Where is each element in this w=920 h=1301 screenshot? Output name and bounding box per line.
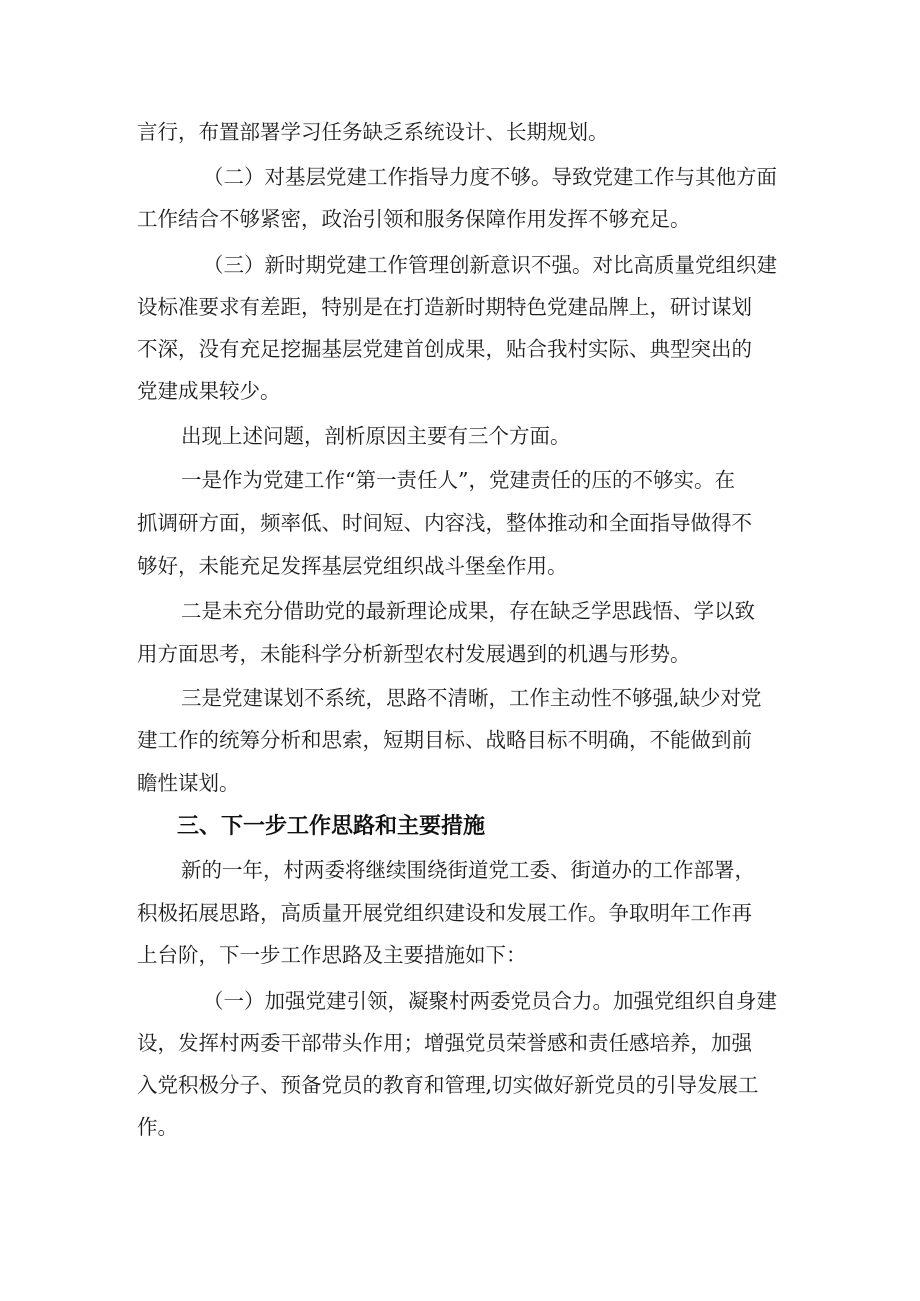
text-line-10: 抓调研方面，频率低、时间短、内容浅，整体推动和全面指导做得不	[137, 511, 752, 535]
section-heading: 三、下一步工作思路和主要措施	[177, 814, 486, 839]
text-line-2: （二）对基层党建工作指导力度不够。导致党建工作与其他方面	[203, 165, 777, 189]
text-line-7: 党建成果较少。	[137, 379, 281, 403]
text-line-15: 建工作的统筹分析和思索，短期目标、战略目标不明确，不能做到前	[137, 728, 752, 752]
text-line-3: 工作结合不够紧密，政治引领和服务保障作用发挥不够充足。	[137, 207, 691, 231]
text-line-19: 上台阶，下一步工作思路及主要措施如下：	[137, 943, 527, 967]
text-line-13: 用方面思考，未能科学分析新型农村发展遇到的机遇与形势。	[137, 642, 691, 666]
text-line-17: 新的一年，村两委将继续围绕街道党工委、街道办的工作部署，	[181, 858, 755, 882]
text-line-12: 二是未充分借助党的最新理论成果，存在缺乏学思践悟、学以致	[181, 599, 755, 623]
text-line-18: 积极拓展思路，高质量开展党组织建设和发展工作。争取明年工作再	[137, 901, 752, 925]
text-line-14: 三是党建谋划不系统，思路不清晰，工作主动性不够强,缺少对党	[181, 686, 762, 710]
text-line-1: 言行，布置部署学习任务缺乏系统设计、长期规划。	[137, 120, 609, 144]
text-line-9: 一是作为党建工作“第一责任人”，党建责任的压的不够实。在	[181, 468, 735, 492]
text-line-22: 入党积极分子、预备党员的教育和管理,切实做好新党员的引导发展工	[137, 1073, 759, 1097]
text-line-4: （三）新时期党建工作管理创新意识不强。对比高质量党组织建	[203, 253, 777, 277]
text-line-20: （一）加强党建引领，凝聚村两委党员合力。加强党组织自身建	[203, 989, 777, 1013]
text-line-21: 设，发挥村两委干部带头作用；增强党员荣誉感和责任感培养，加强	[137, 1031, 752, 1055]
text-line-5: 设标准要求有差距，特别是在打造新时期特色党建品牌上，研讨谋划	[137, 295, 752, 319]
text-line-23: 作。	[137, 1115, 178, 1139]
text-line-8: 出现上述问题，剖析原因主要有三个方面。	[181, 424, 571, 448]
text-line-6: 不深，没有充足挖掘基层党建首创成果，贴合我村实际、典型突出的	[137, 337, 752, 361]
text-line-16: 瞻性谋划。	[137, 771, 240, 795]
text-line-11: 够好，未能充足发挥基层党组织战斗堡垒作用。	[137, 554, 568, 578]
